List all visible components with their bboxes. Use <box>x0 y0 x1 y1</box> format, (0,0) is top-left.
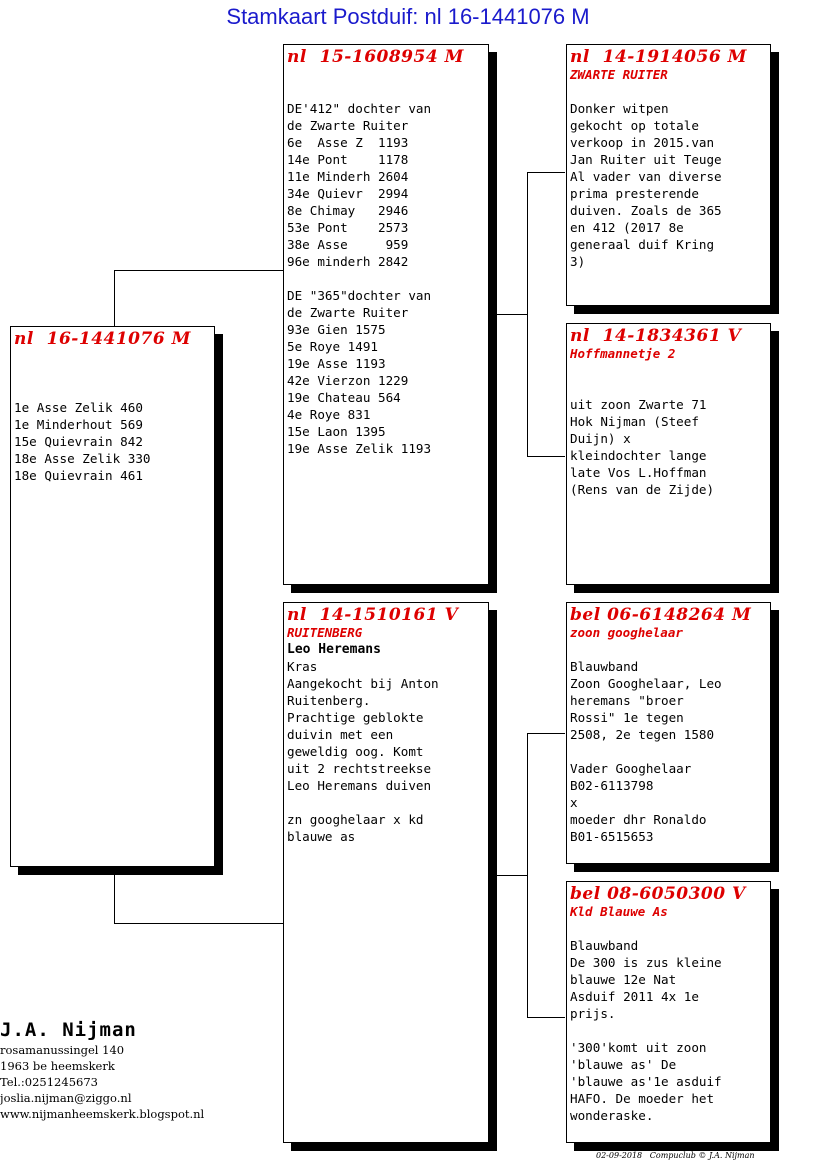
owner-email[interactable]: joslia.nijman@ziggo.nl <box>0 1091 132 1105</box>
owner-name: J.A. Nijman <box>0 1019 137 1041</box>
father-father-name: ZWARTE RUITER <box>570 67 668 82</box>
page-title: Stamkaart Postduif: nl 16-1441076 M <box>226 4 590 29</box>
owner-info <box>0 1018 260 1122</box>
mother-father-name: zoon googhelaar <box>570 625 683 640</box>
subject-card <box>10 326 215 867</box>
connector-line <box>490 875 528 876</box>
father-father-ring: nl 14-1914056 M <box>570 47 747 67</box>
mother-card <box>283 602 489 1143</box>
father-father-notes: Donker witpen gekocht op totale verkoop in 2015.van Jan Ruiter uit Teuge Al vader van diverse prima presterende duiven. Zoals de 365 en 412 (2017 8e generaal duif Kring 3) <box>570 101 722 269</box>
father-father-card <box>566 44 771 306</box>
connector-line <box>114 270 284 271</box>
mother-name: RUITENBERG <box>287 625 363 640</box>
mother-ring: nl 14-1510161 V <box>287 605 459 625</box>
owner-city: 1963 be heemskerk <box>0 1059 115 1073</box>
subject-notes: 1e Asse Zelik 460 1e Minderhout 569 15e Quievrain 842 18e Asse Zelik 330 18e Quievrain 461 <box>14 400 151 483</box>
connector-line <box>527 172 528 457</box>
father-ring: nl 15-1608954 M <box>287 47 464 67</box>
connector-line <box>527 733 528 1018</box>
father-mother-card <box>566 323 771 585</box>
connector-line <box>527 172 565 173</box>
mother-mother-ring: bel 08-6050300 V <box>570 884 746 904</box>
connector-line <box>114 923 284 924</box>
mother-mother-notes: Blauwband De 300 is zus kleine blauwe 12e Nat Asduif 2011 4x 1e prijs. '300'komt uit zoon 'blauwe as' De 'blauwe as'1e asduif HAFO. De moeder het wonderaske. <box>570 938 722 1123</box>
owner-phone: Tel.:0251245673 <box>0 1075 98 1089</box>
owner-website[interactable]: www.nijmanheemskerk.blogspot.nl <box>0 1107 205 1121</box>
mother-mother-name: Kld Blauwe As <box>570 904 668 919</box>
mother-father-notes: Blauwband Zoon Googhelaar, Leo heremans "broer Rossi" 1e tegen 2508, 2e tegen 1580 Vader Googhelaar B02-6113798 x moeder dhr Ronaldo B01-6515653 <box>570 659 722 844</box>
mother-mother-card <box>566 881 771 1143</box>
footer-credit: 02-09-2018 Compuclub © J.A. Nijman <box>596 1151 755 1160</box>
connector-line <box>527 456 565 457</box>
subject-ring: nl 16-1441076 M <box>14 329 191 349</box>
connector-line <box>490 314 528 315</box>
father-notes: DE'412" dochter van de Zwarte Ruiter 6e Asse Z 1193 14e Pont 1178 11e Minderh 2604 34e Quievr 2994 8e Chimay 2946 53e Pont 2573 38e Asse 959 96e minderh 2842 DE "365"dochter van de Zwarte Ruiter 93e Gien 1575 5e Roye 1491 19e Asse 1193 42e Vierzon 1229 19e Chateau 564 4e Roye 831 15e Laon 1395 19e Asse Zelik 1193 <box>287 101 432 456</box>
connector-line <box>114 270 115 327</box>
mother-father-ring: bel 06-6148264 M <box>570 605 752 625</box>
connector-line <box>527 1017 565 1018</box>
father-name <box>287 67 485 83</box>
mother-notes: Kras Aangekocht bij Anton Ruitenberg. Prachtige geblokte duivin met een geweldig oog. Komt uit 2 rechtstreekse Leo Heremans duiven zn googhelaar x kd blauwe as <box>287 659 439 844</box>
connector-line <box>527 733 565 734</box>
subject-name <box>14 349 211 365</box>
father-mother-notes: uit zoon Zwarte 71 Hok Nijman (Steef Duijn) x kleindochter lange late Vos L.Hoffman (Rens van de Zijde) <box>570 397 715 497</box>
connector-line <box>114 874 115 924</box>
owner-address: rosamanussingel 140 <box>0 1043 125 1057</box>
mother-breeder: Leo Heremans <box>287 642 381 657</box>
father-mother-ring: nl 14-1834361 V <box>570 326 742 346</box>
mother-father-card <box>566 602 771 864</box>
father-card <box>283 44 489 585</box>
father-mother-name: Hoffmannetje 2 <box>570 346 676 361</box>
